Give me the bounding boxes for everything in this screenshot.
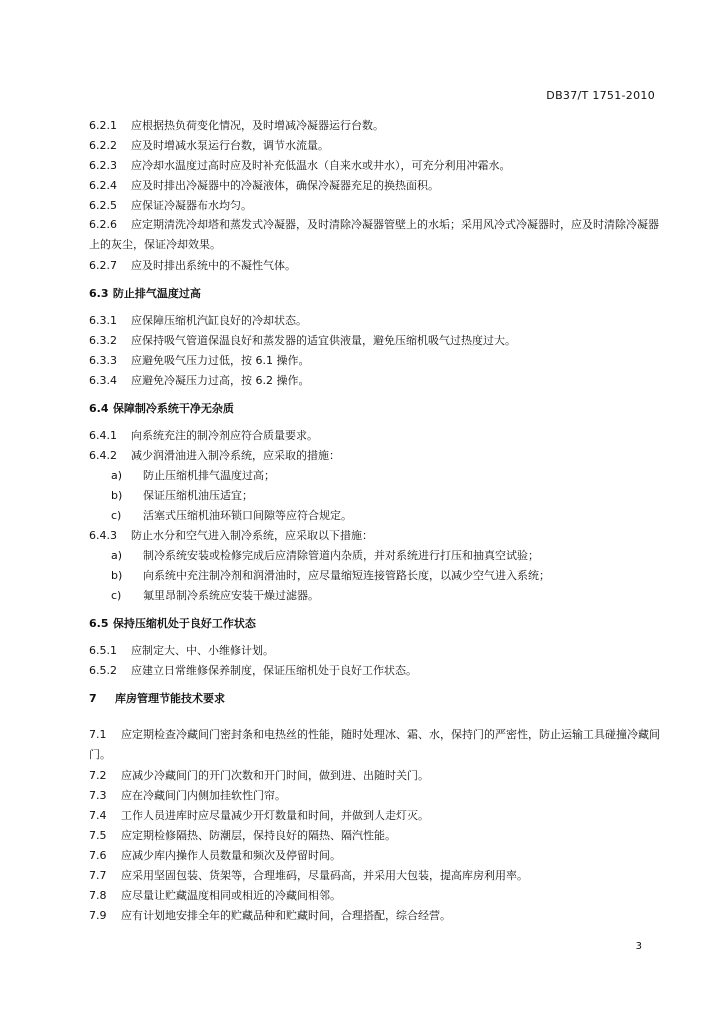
clause-number: 6.4.3 [89,529,117,542]
clause-text: 应定期检查冷藏间门密封条和电热丝的性能，随时处理冰、霜、水，保持门的严密性，防止运输工具碰撞冷藏间门。 [89,728,660,761]
clause-number: 6.2.2 [89,139,117,152]
list-marker: a) [111,549,123,562]
clause-text: 应及时排出系统中的不凝性气体。 [131,259,296,272]
clause-number: 7.4 [89,809,107,822]
list-marker: b) [111,489,123,502]
clause-text: 应制定大、中、小维修计划。 [131,644,274,657]
clause-number: 7.1 [89,728,107,741]
clause-number: 7.3 [89,789,107,802]
clause-number: 6.2.6 [89,218,117,231]
clause-6-2-5 [89,199,661,213]
clause-text: 应保障压缩机汽缸良好的冷却状态。 [131,314,307,327]
clause-number: 6.5.1 [89,644,117,657]
clause-7-3 [89,789,661,803]
clause-number: 6.4.2 [89,449,117,462]
section-heading-6-4 [89,402,661,416]
list-item-6-4-2-a [111,469,661,483]
chapter-number: 7 [89,692,97,705]
clause-6-5-2 [89,664,661,678]
list-item-6-4-2-c [111,509,661,523]
clause-7-8 [89,889,661,903]
list-text: 活塞式压缩机油环锁口间隙等应符合规定。 [143,509,352,522]
clause-6-2-7 [89,259,661,273]
clause-text: 应有计划地安排全年的贮藏品种和贮藏时间，合理搭配，综合经营。 [121,909,451,922]
clause-6-2-4 [89,179,661,193]
list-marker: c) [111,589,122,602]
clause-number: 6.2.4 [89,179,117,192]
section-heading-6-5 [89,617,661,631]
section-title: 防止排气温度过高 [112,287,201,300]
clause-7-4 [89,809,661,823]
clause-7-2 [89,769,661,783]
section-title: 保障制冷系统干净无杂质 [112,402,234,415]
list-text: 保证压缩机油压适宜； [143,489,253,502]
clause-text: 工作人员进库时应尽量减少开灯数量和时间，并做到人走灯灭。 [121,809,429,822]
clause-text: 应冷却水温度过高时应及时补充低温水（自来水或井水），可充分利用冲霜水。 [131,159,511,172]
clause-number: 6.4.1 [89,429,117,442]
clause-6-4-1 [89,429,661,443]
clause-number: 7.7 [89,869,107,882]
clause-text: 应根据热负荷变化情况，及时增减冷凝器运行台数。 [131,119,384,132]
clause-number: 7.8 [89,889,107,902]
section-title: 保持压缩机处于良好工作状态 [112,617,256,630]
clause-text: 应建立日常维修保养制度，保证压缩机处于良好工作状态。 [131,664,417,677]
clause-number: 6.2.7 [89,259,117,272]
clause-text: 应减少库内操作人员数量和频次及停留时间。 [121,849,341,862]
clause-text: 应及时排出冷凝器中的冷凝液体，确保冷凝器充足的换热面积。 [131,179,439,192]
clause-6-2-1 [89,119,661,133]
clause-number: 6.2.5 [89,199,117,212]
clause-number: 7.5 [89,829,107,842]
clause-6-3-4 [89,374,661,388]
chapter-heading-7 [89,692,661,706]
list-text: 向系统中充注制冷剂和润滑油时，应尽量缩短连接管路长度，以减少空气进入系统； [143,569,550,582]
list-text: 氟里昂制冷系统应安装干燥过滤器。 [143,589,319,602]
clause-number: 6.3.3 [89,354,117,367]
list-item-6-4-3-b [111,569,661,583]
clause-6-2-3 [89,159,661,173]
clause-6-4-2 [89,449,661,463]
clause-number: 7.2 [89,769,107,782]
clause-text: 应定期清洗冷却塔和蒸发式冷凝器，及时清除冷凝器管壁上的水垢；采用风冷式冷凝器时，应及时清除冷凝器上的灰尘，保证冷却效果。 [89,218,659,251]
chapter-title: 库房管理节能技术要求 [115,692,225,705]
clause-number: 7.6 [89,849,107,862]
page-number: 3 [635,941,642,952]
clause-6-2-2 [89,139,661,153]
clause-text: 应减少冷藏间门的开门次数和开门时间，做到进、出随时关门。 [121,769,429,782]
list-item-6-4-3-c [111,589,661,603]
clause-text: 应在冷藏间门内侧加挂软性门帘。 [121,789,286,802]
list-marker: b) [111,569,123,582]
clause-6-3-2 [89,334,661,348]
clause-number: 6.3.1 [89,314,117,327]
clause-7-6 [89,849,661,863]
clause-text: 应定期检修隔热、防潮层，保持良好的隔热、隔汽性能。 [121,829,396,842]
clause-number: 6.5.2 [89,664,117,677]
clause-6-4-3 [89,529,661,543]
list-marker: a) [111,469,123,482]
list-text: 防止压缩机排气温度过高； [143,469,275,482]
list-item-6-4-2-b [111,489,661,503]
clause-7-5 [89,829,661,843]
clause-6-3-3 [89,354,661,368]
clause-number: 6.3.2 [89,334,117,347]
document-code: DB37/T 1751-2010 [546,89,655,102]
list-text: 制冷系统安装或检修完成后应清除管道内杂质，并对系统进行打压和抽真空试验； [143,549,539,562]
clause-text: 防止水分和空气进入制冷系统，应采取以下措施： [131,529,373,542]
clause-7-1 [89,725,661,765]
clause-number: 6.2.1 [89,119,117,132]
clause-text: 应尽量让贮藏温度相同或相近的冷藏间相邻。 [121,889,341,902]
clause-6-5-1 [89,644,661,658]
list-item-6-4-3-a [111,549,661,563]
clause-text: 减少润滑油进入制冷系统，应采取的措施： [131,449,340,462]
clause-text: 向系统充注的制冷剂应符合质量要求。 [131,429,318,442]
clause-7-7 [89,869,661,883]
clause-number: 7.9 [89,909,107,922]
clause-text: 应保证冷凝器布水均匀。 [131,199,252,212]
clause-text: 应保持吸气管道保温良好和蒸发器的适宜供液量，避免压缩机吸气过热度过大。 [131,334,516,347]
clause-text: 应避免冷凝压力过高，按 6.2 操作。 [131,374,310,387]
clause-text: 应避免吸气压力过低，按 6.1 操作。 [131,354,310,367]
list-marker: c) [111,509,122,522]
section-number: 6.4 [89,402,109,415]
clause-7-9 [89,909,661,923]
clause-6-3-1 [89,314,661,328]
section-number: 6.3 [89,287,109,300]
clause-text: 应采用坚固包装、货架等，合理堆码，尽量码高，并采用大包装，提高库房利用率。 [121,869,528,882]
clause-6-2-6 [89,215,661,255]
clause-text: 应及时增减水泵运行台数，调节水流量。 [131,139,329,152]
section-number: 6.5 [89,617,109,630]
clause-number: 6.2.3 [89,159,117,172]
clause-number: 6.3.4 [89,374,117,387]
section-heading-6-3 [89,287,661,301]
